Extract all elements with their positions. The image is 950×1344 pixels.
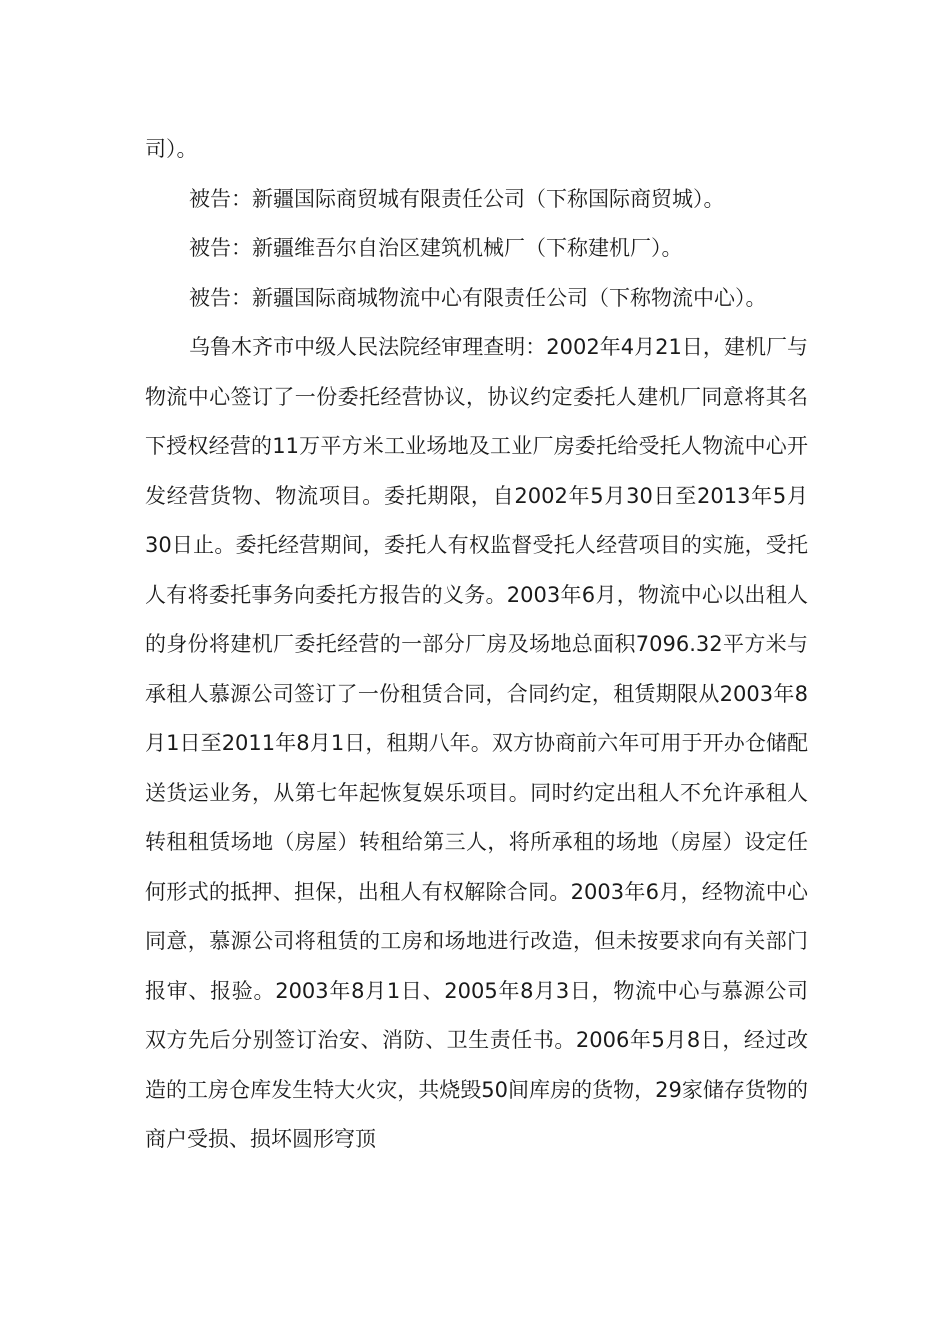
paragraph-defendant-2: 被告：新疆维吾尔自治区建筑机械厂（下称建机厂）。 (189, 236, 683, 260)
paragraph-defendant-3: 被告：新疆国际商城物流中心有限责任公司（下称物流中心）。 (189, 285, 767, 310)
paragraph-findings: 乌鲁木齐市中级人民法院经审理查明：2002年4月21日，建机厂与物流中心签订了一份委托经营协议，协议约定委托人建机厂同意将其名下授权经营的11万平方米工业场地及工业厂房委托给受托人物流中心开发经营货物、物流项目。委托期限，自2002年5月30日至2013年5月30日止。委托经营期间，委托人有权监督受托人经营项目的实施，受托人有将委托事务向委托方报告的义务。2003年6月，物流中心以出租人的身份将建机厂委托经营的一部分厂房及场地总面积7096.32平方米与承租人慕源公司签订了一份租赁合同，合同约定，租赁期限从2003年8月1日至2011年8月1日，租期八年。双方协商前六年可用于开办仓储配送货运业务，从第七年起恢复娱乐项目。同时约定出租人不允许承租人转租租赁场地（房屋）转租给第三人，将所承租的场地（房屋）设定任何形式的抵押、担保，出租人有权解除合同。2003年6月，经物流中心同意，慕源公司将租赁的工房和场地进行改造，但未按要求向有关部门报审、报验。2003年8月1日、2005年8月3日，物流中心与慕源公司双方先后分别签订治安、消防、卫生责任书。2006年5月8日，经过改造的工房仓库发生特大火灾，共烧毁50间库房的货物，29家储存货物的商户受损、损坏圆形穹顶 (145, 335, 808, 1151)
paragraph-continuation: 司）。 (145, 137, 198, 161)
document-body (145, 125, 808, 1165)
paragraph-defendant-1: 被告：新疆国际商贸城有限责任公司（下称国际商贸城）。 (189, 186, 725, 211)
